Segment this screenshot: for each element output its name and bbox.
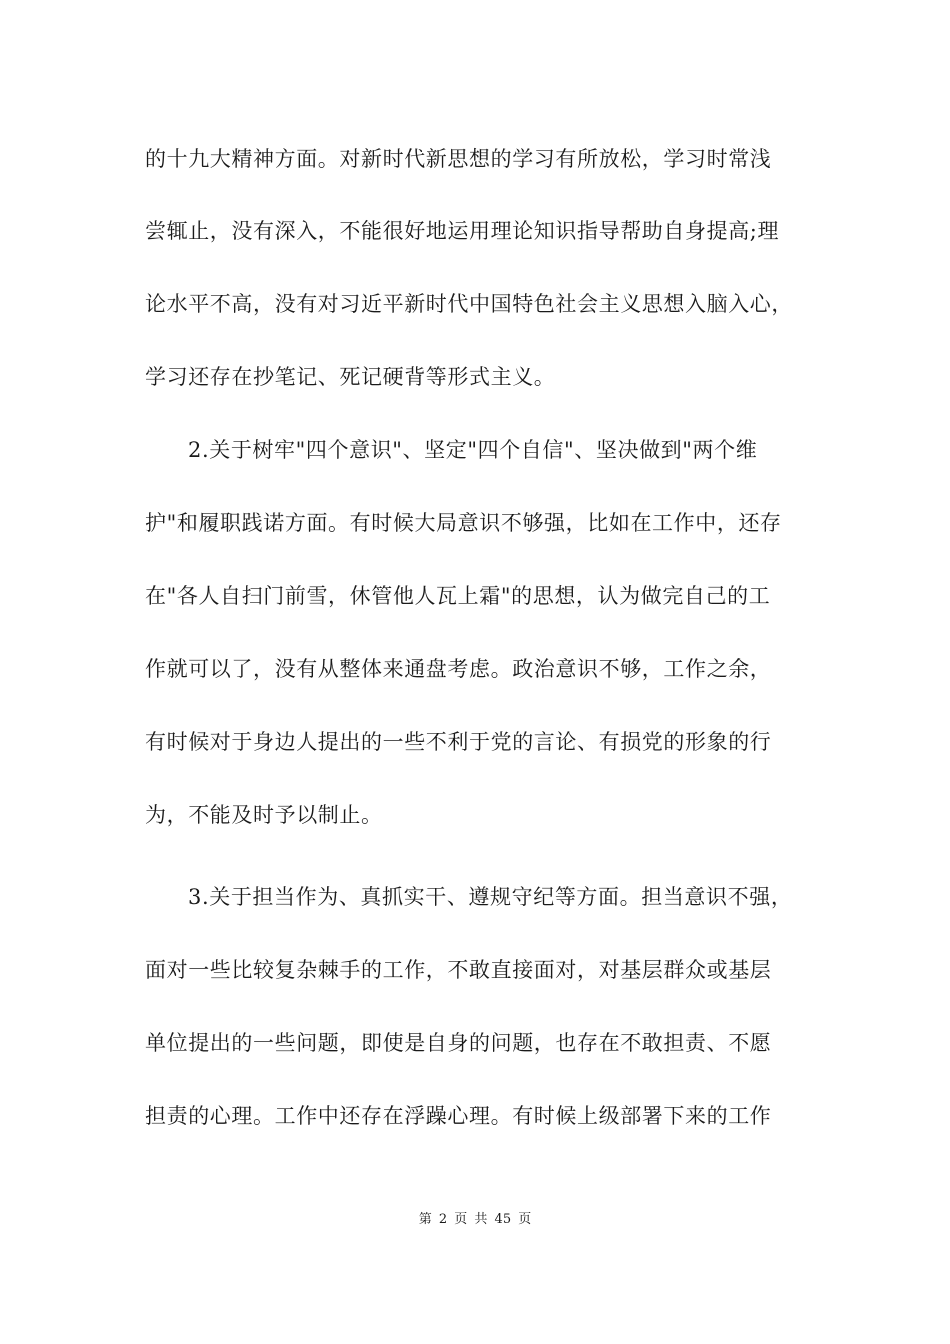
paragraph-1-line-3: 论水平不高，没有对习近平新时代中国特色社会主义思想入脑入心，	[145, 292, 793, 316]
paragraph-2-line-6: 为，不能及时予以制止。	[145, 803, 383, 827]
paragraph-2-line-5: 有时候对于身边人提出的一些不利于党的言论、有损党的形象的行	[145, 730, 772, 754]
paragraph-2-line-3: 在"各人自扫门前雪，休管他人瓦上霜"的思想，认为做完自己的工	[145, 584, 771, 608]
paragraph-3-line-1: 3.关于担当作为、真抓实干、遵规守纪等方面。担当意识不强，	[188, 885, 793, 909]
paragraph-3-line-2: 面对一些比较复杂棘手的工作，不敢直接面对，对基层群众或基层	[145, 958, 772, 982]
paragraph-3-line-4: 担责的心理。工作中还存在浮躁心理。有时候上级部署下来的工作	[145, 1104, 772, 1128]
paragraph-2-line-1: 2.关于树牢"四个意识"、坚定"四个自信"、坚决做到"两个维	[188, 438, 758, 462]
paragraph-3-line-3: 单位提出的一些问题，即使是自身的问题，也存在不敢担责、不愿	[145, 1031, 772, 1055]
paragraph-1-line-4: 学习还存在抄笔记、死记硬背等形式主义。	[145, 365, 556, 389]
paragraph-1-line-2: 尝辄止，没有深入，不能很好地运用理论知识指导帮助自身提高;理	[145, 219, 780, 243]
paragraph-1-line-1: 的十九大精神方面。对新时代新思想的学习有所放松，学习时常浅	[145, 147, 772, 171]
page-number-footer: 第 2 页 共 45 页	[418, 1212, 532, 1227]
paragraph-2-line-4: 作就可以了，没有从整体来通盘考虑。政治意识不够，工作之余，	[145, 657, 772, 681]
paragraph-2-line-2: 护"和履职践诺方面。有时候大局意识不够强，比如在工作中，还存	[145, 511, 782, 535]
